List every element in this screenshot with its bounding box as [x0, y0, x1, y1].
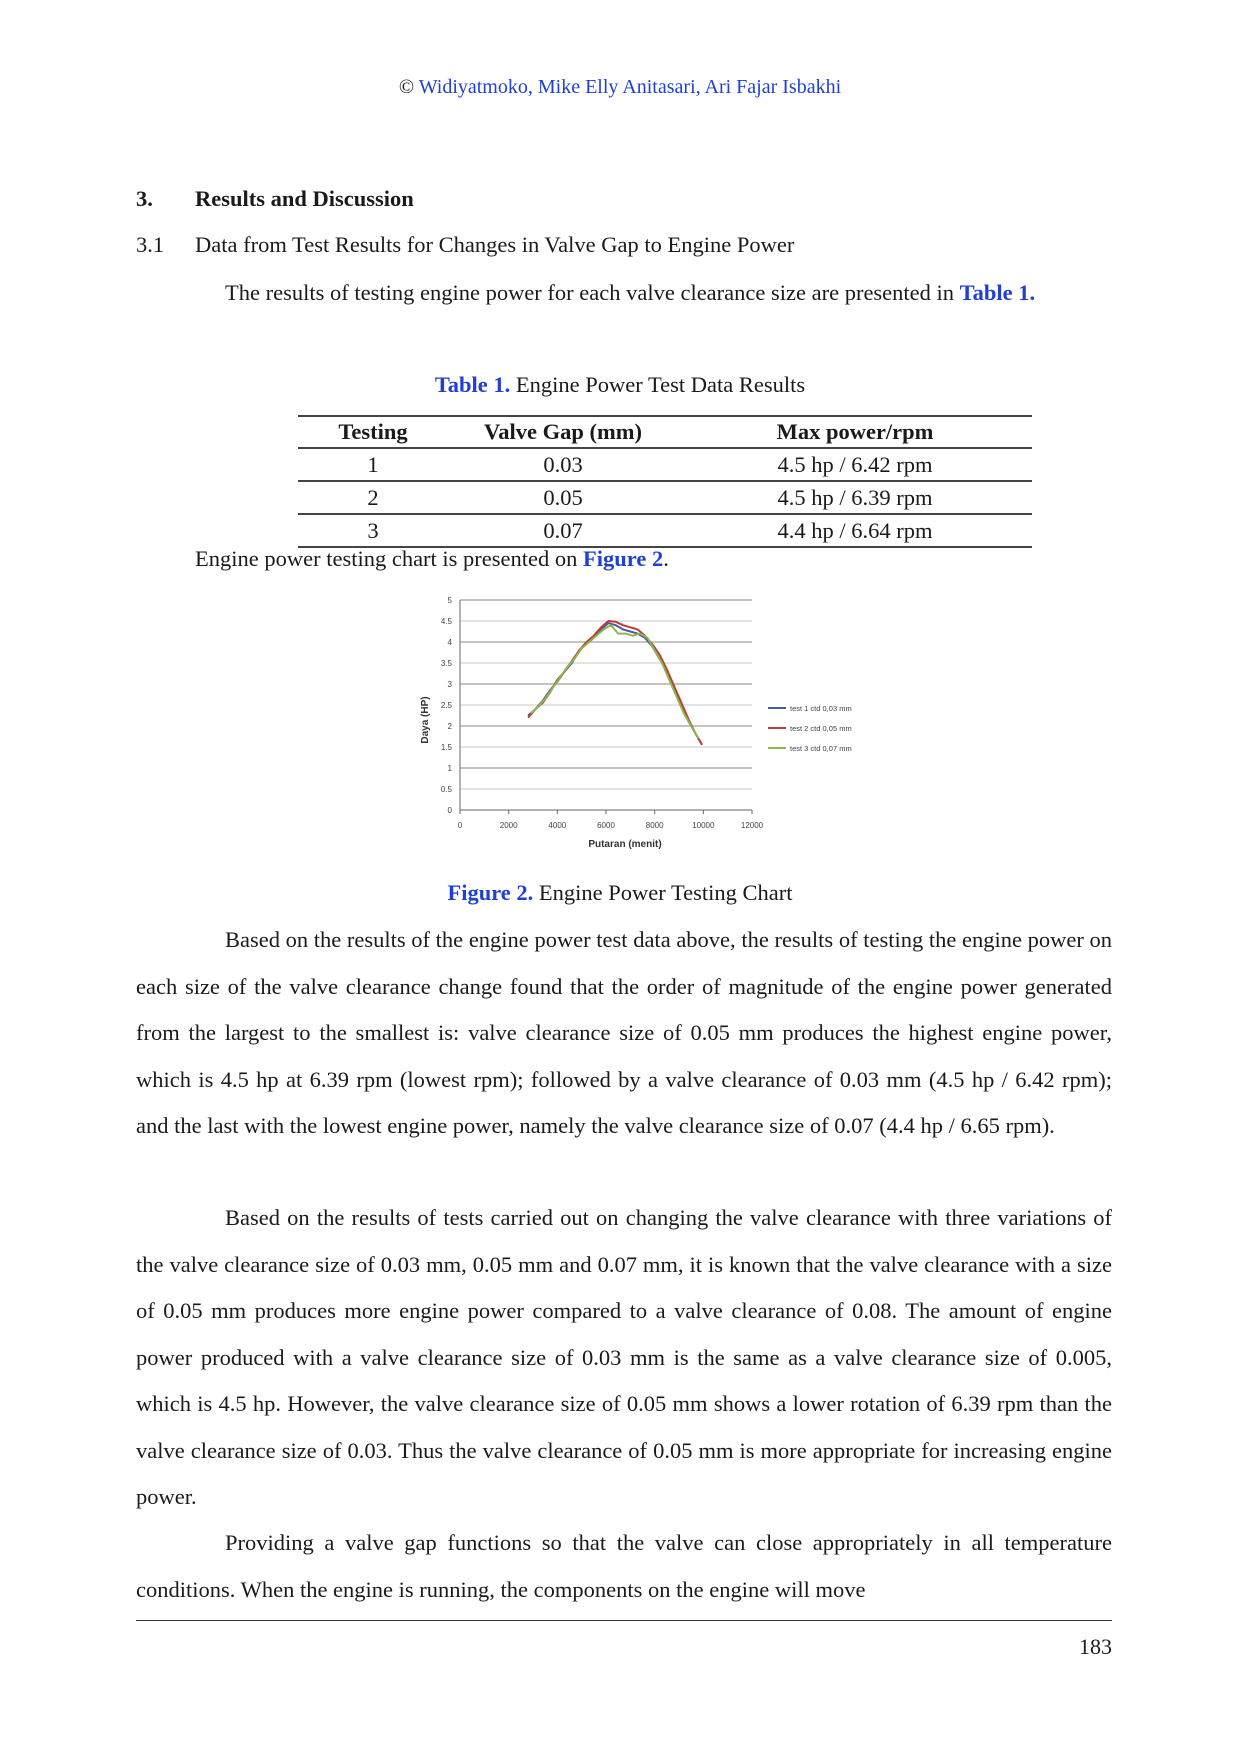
legend-entry: test 2 ctd 0,05 mm	[790, 724, 852, 733]
body-paragraph-1: Based on the results of the engine power test data above, the results of testing the engine power on each size of the valve clearance change found that the order of magnitude of the engine power generated from the largest to the smallest is: valve clearance size of 0.05 mm produces the highest engine power, which is 4.5 hp at 6.39 rpm (lowest rpm); followed by a valve clearance of 0.03 mm (4.5 hp / 6.42 rpm); and the last with the lowest engine power, namely the valve clearance size of 0.07 (4.4 hp / 6.65 rpm).	[136, 927, 1112, 1138]
section-title: Results and Discussion	[195, 186, 414, 211]
table-cell: 4.5 hp / 6.42 rpm	[777, 451, 933, 477]
x-tick-label: 2000	[499, 821, 518, 830]
table-cell: 0.03	[543, 451, 583, 477]
x-tick-labels	[458, 821, 764, 830]
table-cell: 2	[367, 484, 379, 510]
body-paragraph-2: Based on the results of tests carried out on changing the valve clearance with three variations of the valve clearance size of 0.03 mm, 0.05 mm and 0.07 mm, it is known that the valve clearance with a size of 0.05 mm produces more engine power compared to a valve clearance of 0.08. The amount of engine power produced with a valve clearance size of 0.03 mm is the same as a valve clearance size of 0.005, which is 4.5 hp. However, the valve clearance size of 0.05 mm shows a lower rotation of 6.39 rpm than the valve clearance size of 0.03. Thus the valve clearance of 0.05 mm is more appropriate for increasing engine power.	[136, 1205, 1112, 1509]
figure-intro	[195, 546, 669, 572]
x-tick-label: 8000	[645, 821, 664, 830]
table-header-cell: Valve Gap (mm)	[484, 419, 642, 444]
author-list: Widiyatmoko, Mike Elly Anitasari, Ari Fajar Isbakhi	[418, 76, 842, 98]
y-tick-label: 1.5	[440, 743, 452, 752]
y-tick-label: 1	[447, 764, 452, 773]
chart-grid	[460, 600, 752, 810]
intro-paragraph	[136, 270, 1112, 317]
table-header-cell: Testing	[338, 419, 408, 444]
table-caption-text: Engine Power Test Data Results	[510, 372, 806, 397]
y-tick-label: 4.5	[440, 617, 452, 626]
series-line	[528, 623, 701, 743]
page-number: 183	[1079, 1634, 1112, 1659]
x-tick-label: 4000	[548, 821, 567, 830]
table-cell: 4.5 hp / 6.39 rpm	[777, 484, 933, 510]
table-row	[298, 481, 1032, 514]
x-tick-label: 10000	[692, 821, 715, 830]
x-tick-label: 6000	[597, 821, 615, 830]
table-caption	[0, 372, 1240, 398]
table-row	[298, 514, 1032, 547]
legend-entry: test 3 ctd 0,07 mm	[790, 744, 852, 753]
running-header	[0, 76, 1240, 99]
figure-caption-label: Figure 2.	[447, 880, 534, 905]
x-tick-label: 12000	[740, 821, 764, 830]
section-number: 3.	[136, 186, 153, 211]
y-tick-label: 0.5	[440, 785, 452, 794]
subsection-number: 3.1	[136, 232, 165, 257]
footer-rule	[136, 1620, 1112, 1621]
y-axis-label: Daya (HP)	[420, 696, 431, 744]
figure-reference-link[interactable]: Figure 2	[583, 546, 664, 571]
y-tick-label: 3	[447, 680, 452, 689]
chart-legend	[768, 704, 852, 753]
body-paragraph-3: Providing a valve gap functions so that the valve can close appropriately in all temperature conditions. When the engine is running, the components on the engine will move	[136, 1530, 1112, 1602]
x-tick-label: 0	[457, 821, 463, 830]
intro-text: The results of testing engine power for each valve clearance size are presented in	[225, 280, 960, 305]
figure-intro-end: .	[663, 546, 669, 571]
table-header-row	[298, 416, 1032, 448]
figure-caption	[0, 880, 1240, 906]
figure-caption-text: Engine Power Testing Chart	[533, 880, 793, 905]
table-reference-link[interactable]: Table 1.	[959, 280, 1036, 305]
y-tick-label: 0	[447, 806, 452, 815]
y-tick-label: 2.5	[440, 701, 452, 710]
figure-intro-text: Engine power testing chart is presented on	[195, 546, 584, 571]
table-cell: 3	[367, 517, 379, 543]
table-caption-label: Table 1.	[434, 372, 511, 397]
y-tick-label: 4	[447, 638, 452, 647]
y-tick-label: 2	[447, 722, 452, 731]
y-tick-labels	[441, 596, 453, 815]
table-cell: 1	[367, 451, 379, 477]
engine-power-chart	[400, 590, 880, 860]
copyright-symbol: ©	[398, 76, 415, 98]
table-header-cell: Max power/rpm	[776, 419, 934, 444]
subsection-title: Data from Test Results for Changes in Valve Gap to Engine Power	[195, 232, 795, 257]
results-table	[298, 415, 1032, 548]
table-cell: 4.4 hp / 6.64 rpm	[777, 517, 933, 543]
x-axis-label: Putaran (menit)	[588, 839, 662, 850]
y-tick-label: 3.5	[440, 659, 452, 668]
y-tick-label: 5	[447, 596, 452, 605]
table-row	[298, 448, 1032, 481]
legend-entry: test 1 ctd 0,03 mm	[790, 704, 852, 713]
table-cell: 0.07	[543, 517, 583, 543]
table-cell: 0.05	[543, 484, 583, 510]
chart-axes	[460, 600, 752, 814]
